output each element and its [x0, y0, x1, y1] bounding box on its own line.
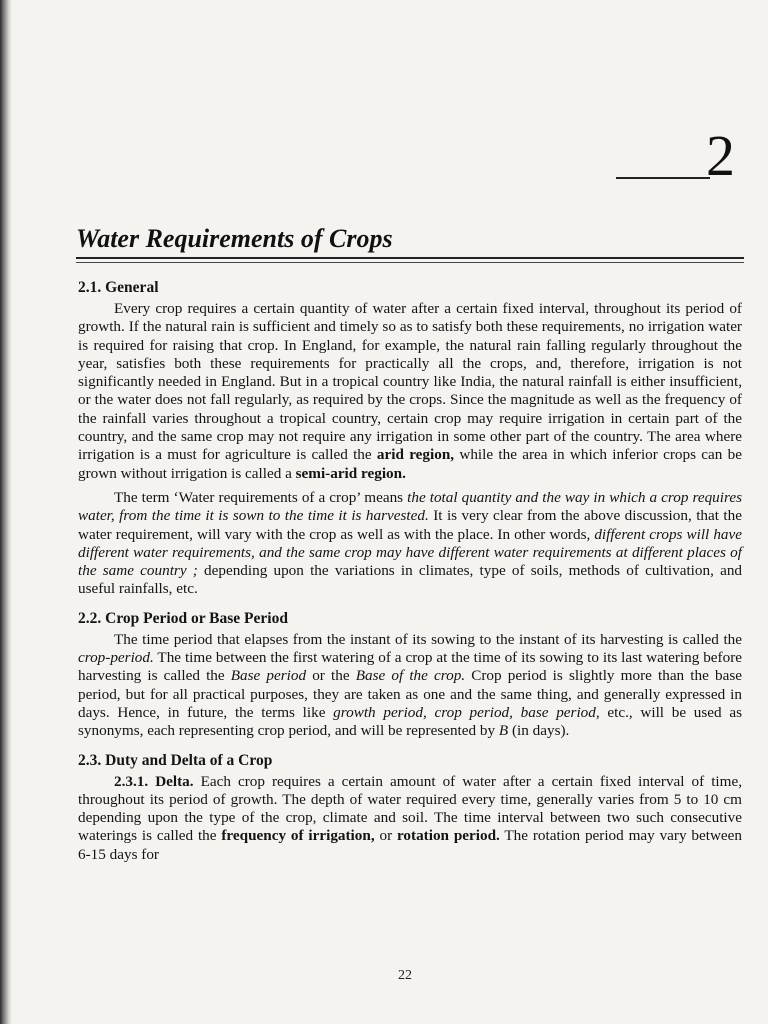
text-span: etc., will be used as synonyms, each representing crop period, and will be represented by [78, 703, 742, 740]
chapter-title: Water Requirements of Crops [76, 224, 393, 253]
sub-heading-delta: 2.3.1. Delta. [114, 772, 194, 790]
paragraph-general-1 [78, 300, 742, 483]
text-span: The time between the first watering of a crop at the time of its sowing to its last watering before harvesting is called the [78, 649, 742, 685]
term-frequency-of-irrigation: frequency of irrigation, [221, 827, 375, 845]
chapter-body [78, 272, 742, 870]
title-rule [76, 257, 744, 263]
text-span: or the [306, 667, 356, 685]
term-rotation-period: rotation period. [396, 827, 500, 845]
text-span: The rotation period may vary between 6-15 days for [78, 827, 743, 863]
text-span: Crop period is slightly more than the base period, but for all practical purposes, they are taken as one and the same thing, and generally expressed in days. Hence, in future, the terms like [78, 667, 742, 721]
term-arid-region: arid region, [376, 446, 455, 464]
text-span: (in days). [508, 722, 570, 740]
emphasis-different-requirements: different crops will have different water requirements, and the same crop may have different water requirements at different places of the same country ; [78, 525, 742, 580]
symbol-b: B [498, 722, 509, 740]
paragraph-general-2 [78, 489, 742, 599]
term-semi-arid-region: semi-arid region. [295, 464, 406, 482]
text-span: The time period that elapses from the instant of its sowing to the instant of its harvesting is called the [114, 630, 742, 648]
paragraph-crop-period [78, 631, 742, 741]
text-span: depending upon the variations in climates, type of soils, methods of cultivation, and useful rainfalls, etc. [78, 562, 743, 598]
page-number: 22 [398, 968, 412, 983]
text-span: Each crop requires a certain amount of water after a certain fixed interval of time, throughout its period of growth. The depth of water required every time, generally varies from 5 to 10 cm depending upon the type of the crop, climate and soil. The time interval between two such consecutive waterings is called the [78, 772, 742, 845]
text-span: or [374, 827, 397, 845]
definition-water-requirement: the total quantity and the way in which a crop requires water, from the time it is sown to the time it is harvested. [78, 488, 742, 525]
text-span: The term ‘Water requirements of a crop’ means [114, 488, 408, 506]
section-heading-general: 2.1. General [78, 279, 159, 296]
chapter-number: 2 [706, 123, 735, 188]
section-heading-crop-period: 2.2. Crop Period or Base Period [78, 609, 288, 627]
chapter-number-rule [616, 177, 710, 179]
section-heading-duty-delta: 2.3. Duty and Delta of a Crop [78, 751, 273, 769]
term-base-period: Base period [230, 667, 307, 685]
term-crop-period: crop-period. [78, 649, 154, 667]
text-span: It is very clear from the above discussion, that the water requirement, will vary with the crop as well as with the place. In other words, [78, 507, 742, 543]
scan-binding-edge [0, 0, 12, 1024]
text-span: Every crop requires a certain quantity of water after a certain fixed interval, throughout its period of growth. If the natural rain is sufficient and timely so as to satisfy both these requirements, no irrigation water is required for raising that crop. In England, for example, the natural rain falling regularly throughout the year, satisfies both these requirements for practically all the crops, and, therefore, irrigation is not significantly needed in England. But in a tropical country like India, the natural rainfall is either insufficient, or the water does not fall regularly, as required by the crops. Since the magnitude as well as the frequency of the rainfall varies throughout a tropical country, certain crop may require irrigation in certain part of the country, and the same crop may not require any irrigation in some other part of the country. The area where irrigation is a must for agriculture is called the [78, 300, 742, 464]
term-base-of-crop: Base of the crop. [355, 667, 466, 685]
paragraph-delta [78, 773, 742, 864]
text-span: while the area in which inferior crops can be grown without irrigation is called a [78, 446, 742, 482]
synonym-terms: growth period, crop period, base period, [333, 703, 600, 721]
